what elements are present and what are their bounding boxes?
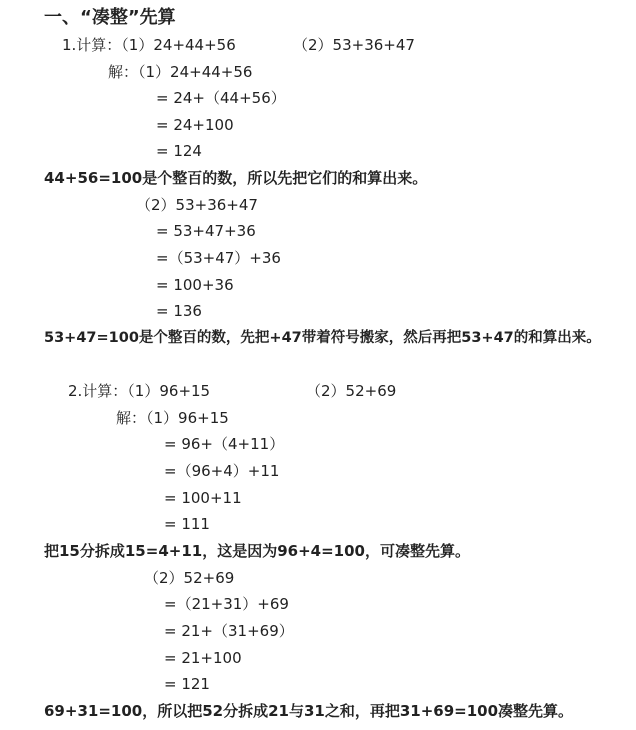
problem2-step-a2: =（96+4）+11	[164, 462, 280, 480]
problem1-step-b4: = 136	[156, 302, 202, 320]
problem2-step-a3: = 100+11	[164, 489, 242, 507]
problem2-step-b4: = 121	[164, 675, 210, 693]
problem2-note-b: 69+31=100，所以把52分拆成21与31之和，再把31+69=100凑整先算。	[44, 702, 574, 720]
problem2-step-a1: = 96+（4+11）	[164, 435, 285, 453]
problem2-step-b2: = 21+（31+69）	[164, 622, 294, 640]
problem2-question-b: （2）52+69	[306, 382, 397, 400]
problem2-step-b1: =（21+31）+69	[164, 595, 289, 613]
problem1-step-b2: =（53+47）+36	[156, 249, 281, 267]
problem1-question-a: 1.计算：（1）24+44+56	[62, 36, 236, 54]
problem1-step-b3: = 100+36	[156, 276, 234, 294]
problem1-step-a2: = 24+100	[156, 116, 234, 134]
problem2-note-a: 把15分拆成15=4+11，这是因为96+4=100，可凑整先算。	[44, 542, 470, 560]
problem2-sub-b: （2）52+69	[144, 569, 235, 587]
problem1-solution-label: 解：（1）24+44+56	[108, 63, 253, 81]
problem1-note-b: 53+47=100是个整百的数，先把+47带着符号搬家，然后再把53+47的和算出来。	[44, 330, 601, 346]
section-title: 一、“凑整”先算	[44, 7, 176, 28]
problem2-question-a: 2.计算：（1）96+15	[68, 382, 211, 400]
problem2-solution-label: 解：（1）96+15	[116, 409, 229, 427]
problem1-step-b1: = 53+47+36	[156, 222, 256, 240]
problem1-step-a1: = 24+（44+56）	[156, 89, 286, 107]
problem2-step-b3: = 21+100	[164, 649, 242, 667]
problem1-note-a: 44+56=100是个整百的数，所以先把它们的和算出来。	[44, 169, 428, 187]
problem1-sub-b: （2）53+36+47	[136, 196, 258, 214]
problem2-step-a4: = 111	[164, 515, 210, 533]
problem1-question-b: （2）53+36+47	[293, 36, 415, 54]
problem1-step-a3: = 124	[156, 142, 202, 160]
